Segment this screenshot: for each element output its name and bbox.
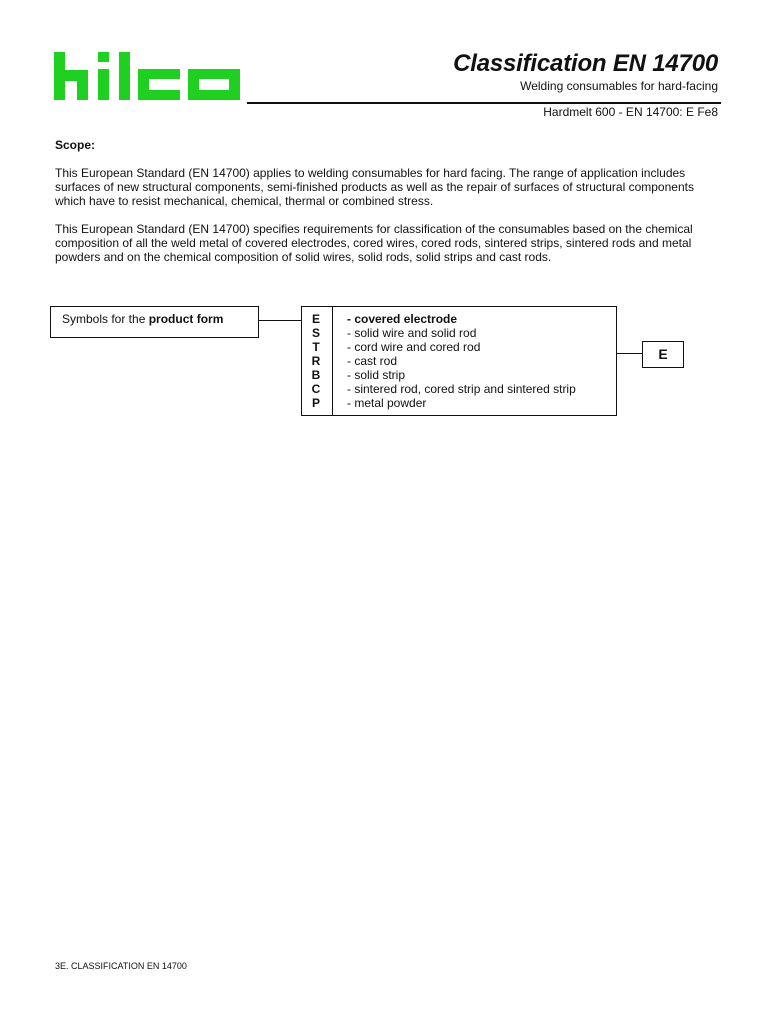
symbol-description: - sintered rod, cored strip and sintered strip bbox=[347, 382, 576, 396]
symbol-code: T bbox=[312, 340, 320, 354]
scope-paragraph-1: This European Standard (EN 14700) applies to welding consumables for hard facing. The range of application includes surfaces of new structural components, semi-finished products as well as the repair of surfaces of structural components which have to resist mechanical, chemical, thermal or combined stress. bbox=[55, 166, 694, 208]
symbol-row bbox=[302, 354, 616, 368]
symbol-row bbox=[302, 326, 616, 340]
product-form-label bbox=[62, 312, 223, 326]
symbol-code: C bbox=[311, 382, 321, 396]
symbol-code: S bbox=[311, 326, 320, 340]
symbol-description: - cast rod bbox=[347, 354, 398, 368]
product-form-label-bold: product form bbox=[148, 312, 224, 326]
symbol-row bbox=[302, 312, 616, 326]
page-footer: 3E. CLASSIFICATION EN 14700 bbox=[55, 961, 187, 971]
product-form-symbol-table bbox=[301, 306, 617, 416]
hilco-logo bbox=[54, 52, 244, 100]
document-title: Classification EN 14700 bbox=[453, 50, 718, 77]
symbol-row bbox=[302, 382, 616, 396]
symbol-description: - solid strip bbox=[347, 368, 406, 382]
scope-heading: Scope: bbox=[55, 138, 96, 152]
symbol-row bbox=[302, 368, 616, 382]
symbol-row bbox=[302, 340, 616, 354]
header-divider bbox=[247, 102, 721, 104]
symbol-description: - metal powder bbox=[347, 396, 427, 410]
symbol-description: - cord wire and cored rod bbox=[347, 340, 481, 354]
document-subtitle: Welding consumables for hard-facing bbox=[520, 79, 718, 93]
connector-line-left bbox=[259, 320, 301, 321]
symbol-code: E bbox=[311, 312, 320, 326]
selected-symbol-box: E bbox=[642, 341, 684, 368]
symbol-code: B bbox=[311, 368, 321, 382]
product-designation: Hardmelt 600 - EN 14700: E Fe8 bbox=[543, 105, 718, 119]
scope-paragraph-2: This European Standard (EN 14700) specifies requirements for classification of the consumables based on the chemical composition of all the weld metal of covered electrodes, cored wires, cored rods, sintered strips, sintered rods and metal powders and on the chemical composition of solid wires, solid rods, solid strips and cast rods. bbox=[55, 222, 693, 264]
symbol-description: - covered electrode bbox=[347, 312, 458, 326]
product-form-label-box bbox=[50, 306, 259, 338]
symbol-description: - solid wire and solid rod bbox=[347, 326, 477, 340]
symbol-code: R bbox=[311, 354, 321, 368]
product-form-label-prefix: Symbols for the bbox=[62, 312, 149, 326]
symbol-code: P bbox=[311, 396, 320, 410]
symbol-row bbox=[302, 396, 616, 410]
connector-line-right bbox=[617, 353, 642, 354]
